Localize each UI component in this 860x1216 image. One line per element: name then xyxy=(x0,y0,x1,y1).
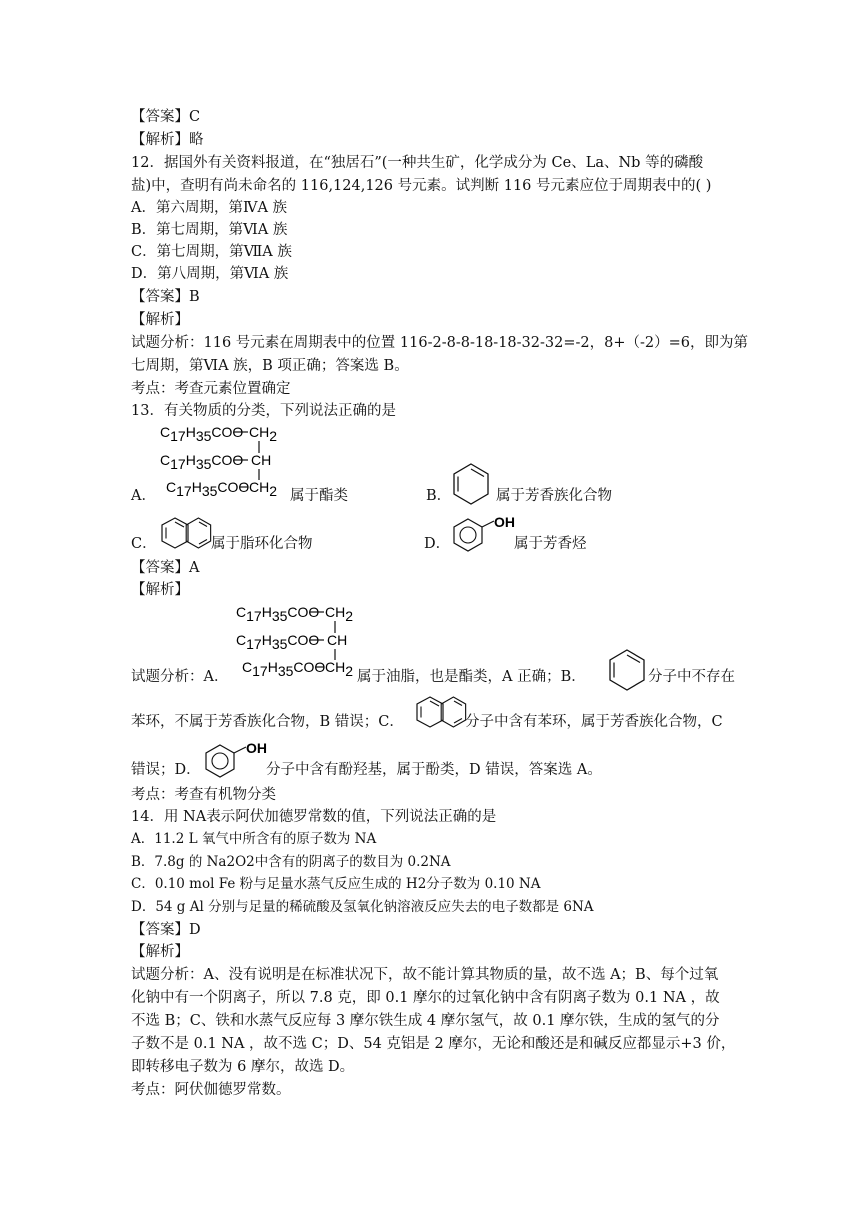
glyceride-row-2 xyxy=(236,632,347,652)
q14-analysis-heading: 【解析】 xyxy=(131,944,189,960)
q13-detail3-suffix: 分子中含有酚羟基，属于酚类，D 错误，答案选 A。 xyxy=(266,762,602,778)
q12-answer: 【答案】B xyxy=(131,289,200,305)
glyceride-row-1 xyxy=(160,424,277,444)
q14-stem: 14．用 NA表示阿伏加德罗常数的值，下列说法正确的是 xyxy=(131,809,497,825)
svg-text:CH: CH xyxy=(327,632,348,648)
glyceride-row-2 xyxy=(160,452,271,472)
q14-detail-line2: 化钠中有一个阴离子，所以 7.8 克，即 0.1 摩尔的过氧化钠中含有阴离子数为 0.1 NA ，故 xyxy=(131,990,720,1006)
q14-detail-line4: 子数不是 0.1 NA ，故不选 C；D、54 克铝是 2 摩尔，无论和酸还是和碱反应都显示+3 价， xyxy=(131,1036,736,1052)
q13-point: 考点：考查有机物分类 xyxy=(131,787,276,803)
glyceride-row-3 xyxy=(166,479,277,499)
q14-option-b: B．7.8g 的 Na2O2中含有的阴离子的数目为 0.2NA xyxy=(131,854,451,870)
q11-analysis: 【解析】略 xyxy=(131,132,204,148)
q14-option-a: A．11.2 L 氧气中所含有的原子数为 NA xyxy=(131,831,377,847)
q14-answer: 【答案】D xyxy=(131,922,201,938)
svg-text:C17H35COO: C17H35COO xyxy=(160,452,244,472)
q12-stem-line1: 12．据国外有关资料报道，在“独居石”(一种共生矿，化学成分为 Ce、La、Nb 等的磷酸 xyxy=(131,155,704,171)
svg-text:CH2: CH2 xyxy=(325,604,354,624)
q11-answer: 【答案】C xyxy=(131,109,201,125)
svg-text:C17H35COO: C17H35COO xyxy=(242,659,326,679)
q12-analysis-heading: 【解析】 xyxy=(131,312,189,328)
q14-detail-line1: 试题分析：A、没有说明是在标准状况下，故不能计算其物质的量，故不选 A；B、每个过氧 xyxy=(131,967,719,983)
q12-option-b: B．第七周期，第ⅥA 族 xyxy=(131,222,288,238)
q13-detail1-prefix: 试题分析：A． xyxy=(131,669,229,685)
q13-analysis-heading: 【解析】 xyxy=(131,582,189,598)
q13-detail1-suffix: 分子中不存在 xyxy=(648,669,735,685)
cyclohexadiene-structure-detail xyxy=(606,648,648,692)
svg-text:CH2: CH2 xyxy=(325,659,354,679)
q13-option-c-text: 属于脂环化合物 xyxy=(211,536,313,552)
q13-detail2-suffix: 分子中含有苯环，属于芳香族化合物，C xyxy=(465,714,723,730)
q14-point: 考点：阿伏伽德罗常数。 xyxy=(131,1082,291,1098)
q13-option-b-text: 属于芳香族化合物 xyxy=(496,488,612,504)
svg-text:C17H35COO: C17H35COO xyxy=(236,632,320,652)
q13-detail2-prefix: 苯环，不属于芳香族化合物，B 错误；C． xyxy=(131,714,404,730)
naphthalene-structure-c xyxy=(158,515,212,551)
glyceride-row-3 xyxy=(242,659,353,679)
q13-option-d-text: 属于芳香烃 xyxy=(514,536,587,552)
q12-stem-line2: 盐)中，查明有尚未命名的 116,124,126 号元素。试判断 116 号元素应位于周期表中的( ) xyxy=(131,178,712,194)
q14-detail-line5: 即转移电子数为 6 摩尔，故选 D。 xyxy=(131,1059,355,1075)
q12-detail-line1: 试题分析：116 号元素在周期表中的位置 116-2-8-8-18-18-32-32=-2，8+（-2）=6，即为第 xyxy=(131,335,748,351)
svg-text:C17H35COO: C17H35COO xyxy=(236,604,320,624)
phenol-structure-d xyxy=(450,514,514,554)
naphthalene-structure-detail xyxy=(413,694,467,730)
svg-text:CH: CH xyxy=(251,452,272,468)
q12-option-d: D．第八周期，第ⅥA 族 xyxy=(131,266,289,282)
q13-option-d-letter: D． xyxy=(424,536,451,552)
q13-stem: 13．有关物质的分类，下列说法正确的是 xyxy=(131,403,396,419)
svg-text:OH: OH xyxy=(494,514,515,530)
q14-option-d: D．54 g Al 分别与足量的稀硫酸及氢氧化钠溶液反应失去的电子数都是 6NA xyxy=(131,899,594,915)
q13-detail1-mid: 属于油脂，也是酯类，A 正确；B． xyxy=(357,669,586,685)
q14-detail-line3: 不选 B；C、铁和水蒸气反应每 3 摩尔铁生成 4 摩尔氢气，故 0.1 摩尔铁，生成的氢气的分 xyxy=(131,1013,720,1029)
phenol-structure-detail xyxy=(202,740,268,780)
q12-detail-line2: 七周期，第ⅥA 族，B 项正确；答案选 B。 xyxy=(131,358,409,374)
svg-text:C17H35COO: C17H35COO xyxy=(166,479,250,499)
q12-option-a: A．第六周期，第ⅣA 族 xyxy=(131,200,288,216)
svg-text:CH2: CH2 xyxy=(249,424,278,444)
cyclohexadiene-structure-b xyxy=(450,462,492,506)
q13-answer: 【答案】A xyxy=(131,560,200,576)
q13-detail3-prefix: 错误；D． xyxy=(131,762,201,778)
q13-option-c-letter: C． xyxy=(131,536,157,552)
glyceride-structure-a xyxy=(158,422,278,502)
glyceride-row-1 xyxy=(236,604,353,624)
svg-text:C17H35COO: C17H35COO xyxy=(160,424,244,444)
svg-text:OH: OH xyxy=(246,740,267,756)
q12-option-c: C．第七周期，第ⅦA 族 xyxy=(131,244,292,260)
q13-option-b-letter: B． xyxy=(426,488,452,504)
q13-option-a-letter: A． xyxy=(131,488,156,504)
glyceride-structure-detail xyxy=(234,602,354,682)
svg-text:CH2: CH2 xyxy=(249,479,278,499)
q12-point: 考点：考查元素位置确定 xyxy=(131,381,291,397)
q13-option-a-text: 属于酯类 xyxy=(290,488,348,504)
q14-option-c: C．0.10 mol Fe 粉与足量水蒸气反应生成的 H2分子数为 0.10 NA xyxy=(131,876,541,892)
